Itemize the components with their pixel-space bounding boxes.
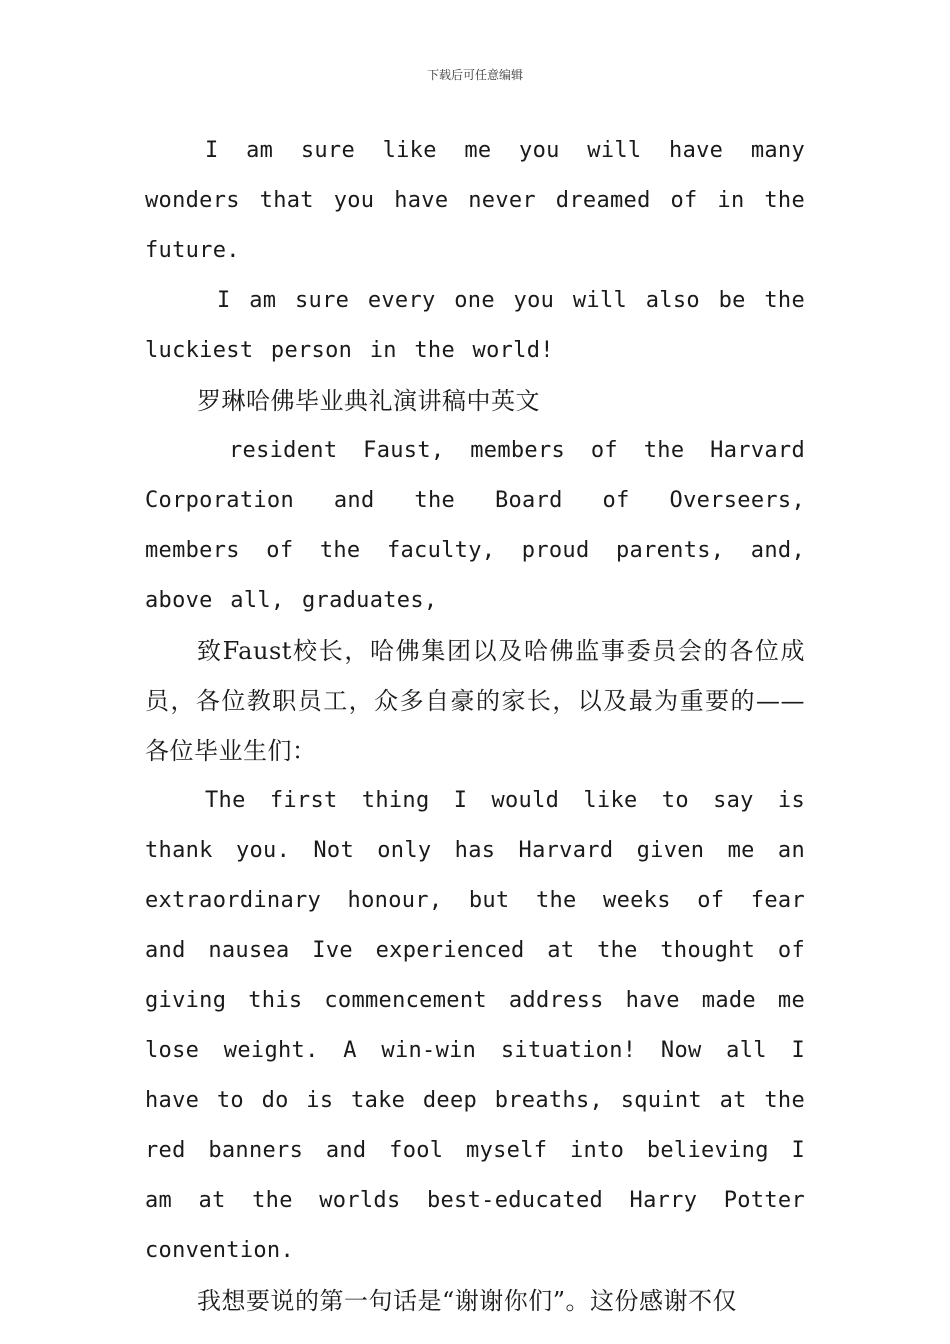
paragraph-chinese-title: 罗琳哈佛毕业典礼演讲稿中英文 <box>197 387 540 415</box>
paragraph-chinese-thank-you: 我想要说的第一句话是“谢谢你们”。这份感谢不仅 <box>197 1287 738 1315</box>
paragraph-english-thank-you: The first thing I would like to say is thank you. Not only has Harvard given me an extraordinary honour, but the weeks of fear and nausea Ive experienced at the thought of giving this commencement address have made me lose weight. A win-win situation! Now all I have to do is take deep breaths, squint at the red banners and fool myself into believing I am at the worlds best-educated Harry Potter convention. <box>145 788 805 1263</box>
paragraph-english-wonders: I am sure like me you will have many wonders that you have never dreamed of in the future. <box>145 138 805 263</box>
paragraph-chinese-salutation: 致Faust校长，哈佛集团以及哈佛监事委员会的各位成员，各位教职员工，众多自豪的家长，以及最为重要的——各位毕业生们： <box>145 637 805 765</box>
page-header: 下载后可任意编辑 <box>426 68 523 82</box>
paragraph-english-salutation: resident Faust, members of the Harvard Corporation and the Board of Overseers, members of the faculty, proud parents, and, above all, graduates, <box>145 438 805 613</box>
paragraph-english-luckiest: I am sure every one you will also be the luckiest person in the world! <box>145 288 805 363</box>
document-body <box>145 126 805 1326</box>
